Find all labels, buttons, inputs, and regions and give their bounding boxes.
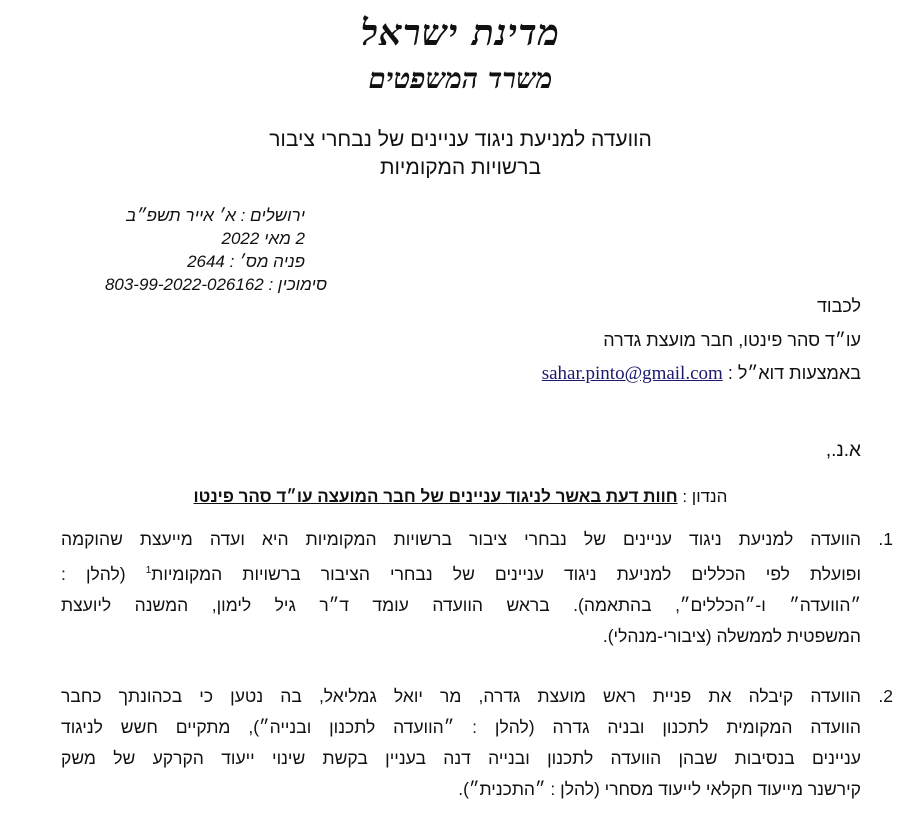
email-link[interactable]: sahar.pinto@gmail.com [541,363,723,384]
gregorian-date: 2 מאי 2022 [221,229,305,248]
addressee-email-line [542,363,861,385]
file-code: סימוכין : 803-99-2022-026162 [104,275,327,294]
subject-text: חוות דעת באשר לניגוד עניינים של חבר המועצה עו״ד סהר פינטו [193,487,678,506]
paragraph-line-tail: (להלן : [61,563,146,584]
paragraph-line: קירשנר מייעוד חקלאי לייעוד מסחרי (להלן : ״התכנית״). [458,779,861,799]
committee-title-line2: ברשויות המקומיות [379,156,542,179]
paragraph-number: 2. [878,686,893,706]
paragraph-1 [61,524,893,654]
paragraph-number: 1. [878,529,893,549]
paragraph-line [61,555,861,590]
paragraph-line: הוועדה קיבלה את פניית ראש מועצת גדרה, מר יואל גמליאל, בה נטען כי בכהונתך כחבר [61,686,861,706]
subject-label: הנדון : [682,487,728,506]
subject-line [0,487,921,507]
paragraph-line: הוועדה למניעת ניגוד עניינים של נבחרי ציבור ברשויות המקומיות היא ועדה מייעצת שהוקמה [61,529,861,549]
reference-number: פניה מס׳ : 2644 [187,252,305,271]
paragraph-line: המשפטית לממשלה (ציבורי-מנהלי). [602,625,861,646]
hebrew-date: ירושלים : א׳ אייר תשפ״ב [126,206,305,225]
paragraph-line: ״הוועדה״ ו-״הכללים״, בהתאמה). בראש הוועדה עומד ד״ר גיל לימון, המשנה ליועצת [61,594,861,615]
committee-title-line1: הוועדה למניעת ניגוד עניינים של נבחרי ציבור [269,128,652,151]
paragraph-line-text: ופועלת לפי הכללים למניעת ניגוד עניינים של נבחרי הציבור ברשויות המקומיות [151,563,861,584]
paragraph-2 [61,681,893,811]
email-via-label: באמצעות דוא״ל : [727,363,861,383]
addressee-name: עו״ד סהר פינטו, חבר מועצת גדרה [603,330,861,350]
paragraph-line: הוועדה המקומית לתכנון ובניה גדרה (להלן : ״הוועדה לתכנון ובנייה״), מתקיים חשש לניגוד [61,717,861,737]
paragraph-line: עניינים בנסיבות שבהן הוועדה לתכנון ובנייה דנה בעניין בקשת שינוי ייעוד הקרקע של משק [61,748,861,768]
addressee-honor: לכבוד [816,296,861,316]
ministry-title: משרד המשפטים [368,62,553,95]
greeting: א.נ., [825,440,861,461]
footnote-marker[interactable]: 1 [145,565,152,576]
state-title: מדינת ישראל [360,12,561,54]
